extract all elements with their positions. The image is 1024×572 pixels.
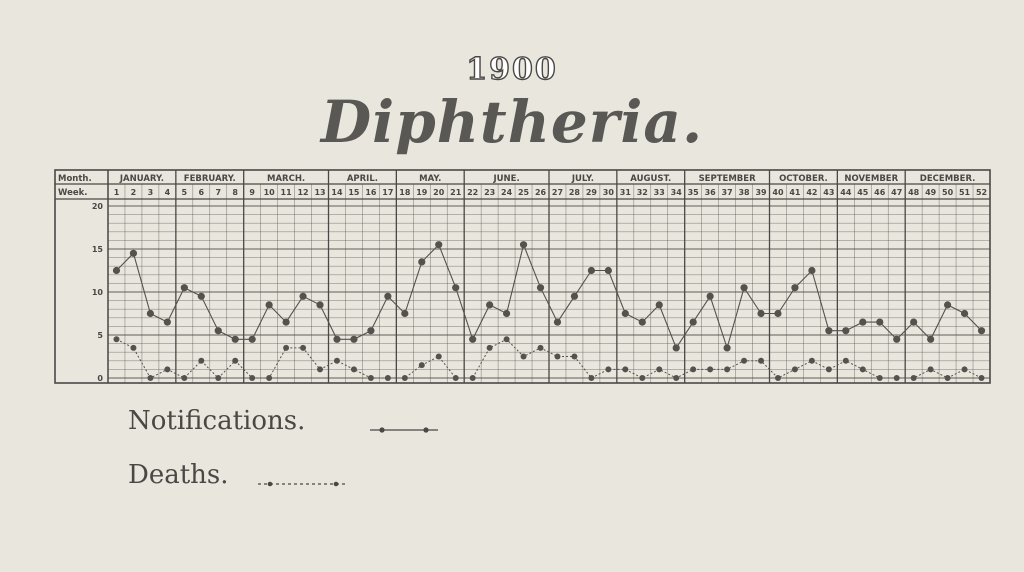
deaths-point — [775, 375, 781, 381]
notifications-point — [910, 319, 917, 326]
week-label: 47 — [891, 188, 903, 197]
notifications-point — [435, 241, 442, 248]
deaths-point — [554, 354, 560, 360]
month-label: AUGUST. — [630, 174, 672, 184]
deaths-point — [860, 366, 866, 372]
deaths-point — [639, 375, 645, 381]
deaths-point — [419, 362, 425, 368]
week-label: 27 — [551, 188, 564, 197]
notifications-point — [333, 336, 340, 343]
deaths-point — [147, 375, 153, 381]
deaths-point — [181, 375, 187, 381]
notifications-point — [554, 319, 561, 326]
deaths-point — [232, 358, 238, 364]
week-label: 22 — [467, 188, 479, 197]
week-label: 48 — [908, 188, 920, 197]
notifications-point — [113, 267, 120, 274]
notifications-point — [401, 310, 408, 317]
notifications-point — [164, 319, 171, 326]
deaths-point — [368, 375, 374, 381]
notifications-point — [520, 241, 527, 248]
notifications-point — [893, 336, 900, 343]
deaths-point — [843, 358, 849, 364]
deaths-point — [809, 358, 815, 364]
notifications-point — [961, 310, 968, 317]
month-label: OCTOBER. — [779, 174, 828, 184]
notifications-point — [757, 310, 764, 317]
month-label: NOVEMBER — [844, 174, 899, 184]
deaths-point — [538, 345, 544, 351]
notifications-point — [927, 336, 934, 343]
deaths-point — [113, 336, 119, 342]
week-label: 4 — [164, 188, 171, 197]
week-label: 21 — [450, 188, 462, 197]
notifications-point — [639, 319, 646, 326]
month-label: JANUARY. — [119, 174, 164, 184]
week-label: 46 — [874, 188, 886, 197]
notifications-point — [486, 301, 493, 308]
notifications-point — [282, 319, 289, 326]
deaths-point — [351, 366, 357, 372]
deaths-point — [962, 366, 968, 372]
y-tick-label: 0 — [97, 374, 103, 383]
month-label: JULY. — [571, 174, 594, 184]
notifications-point — [384, 293, 391, 300]
chart-year: 1900 — [466, 52, 558, 87]
notifications-point — [690, 319, 697, 326]
week-label: 49 — [925, 188, 937, 197]
month-label: SEPTEMBER — [698, 174, 756, 184]
week-label: 19 — [416, 188, 428, 197]
deaths-point — [826, 366, 832, 372]
notifications-point — [537, 284, 544, 291]
deaths-point — [215, 375, 221, 381]
deaths-point — [470, 375, 476, 381]
month-label: APRIL. — [346, 174, 379, 184]
y-tick-label: 15 — [91, 245, 103, 254]
deaths-point — [605, 366, 611, 372]
notifications-point — [130, 250, 137, 257]
y-tick-label: 5 — [97, 331, 103, 340]
deaths-point — [945, 375, 951, 381]
notifications-point — [774, 310, 781, 317]
week-label: 11 — [280, 188, 292, 197]
week-label: 29 — [585, 188, 597, 197]
legend-notifications-label: Notifications. — [128, 406, 306, 436]
notifications-point — [605, 267, 612, 274]
deaths-point — [249, 375, 255, 381]
y-tick-label: 10 — [91, 288, 103, 297]
month-label: DECEMBER. — [919, 174, 976, 184]
deaths-point — [758, 358, 764, 364]
week-label: 6 — [198, 188, 205, 197]
notifications-point — [469, 336, 476, 343]
legend-notifications-marker — [423, 427, 428, 432]
deaths-point — [164, 366, 170, 372]
week-label: 41 — [789, 188, 801, 197]
week-label: 31 — [619, 188, 631, 197]
deaths-point — [300, 345, 306, 351]
week-label: 24 — [501, 188, 513, 197]
deaths-point — [521, 354, 527, 360]
week-label: 16 — [365, 188, 377, 197]
deaths-point — [130, 345, 136, 351]
notifications-point — [842, 327, 849, 334]
week-label: 50 — [942, 188, 954, 197]
week-label: 35 — [687, 188, 699, 197]
notifications-point — [723, 344, 730, 351]
week-label: 7 — [215, 188, 222, 197]
deaths-point — [198, 358, 204, 364]
notifications-point — [622, 310, 629, 317]
notifications-point — [316, 301, 323, 308]
notifications-point — [367, 327, 374, 334]
deaths-point — [690, 366, 696, 372]
week-label: 42 — [806, 188, 818, 197]
week-label: 25 — [517, 188, 530, 197]
notifications-point — [418, 258, 425, 265]
deaths-point — [283, 345, 289, 351]
week-row-label: Week. — [58, 188, 88, 198]
week-label: 8 — [232, 188, 239, 197]
deaths-point — [402, 375, 408, 381]
week-label: 13 — [314, 188, 326, 197]
deaths-point — [928, 366, 934, 372]
week-label: 52 — [975, 188, 988, 197]
notifications-point — [215, 327, 222, 334]
week-label: 45 — [857, 188, 869, 197]
legend-deaths-marker — [334, 482, 339, 487]
deaths-point — [487, 345, 493, 351]
week-label: 30 — [602, 188, 614, 197]
notifications-point — [571, 293, 578, 300]
week-label: 12 — [297, 188, 309, 197]
week-label: 39 — [755, 188, 767, 197]
week-label: 43 — [823, 188, 835, 197]
deaths-point — [792, 366, 798, 372]
month-label: MARCH. — [267, 174, 306, 184]
notifications-point — [350, 336, 357, 343]
legend-notifications-marker — [379, 427, 384, 432]
week-label: 37 — [721, 188, 733, 197]
month-row-label: Month. — [58, 174, 92, 184]
notifications-point — [673, 344, 680, 351]
week-label: 3 — [147, 188, 154, 197]
week-label: 32 — [636, 188, 648, 197]
notifications-point — [452, 284, 459, 291]
week-label: 15 — [348, 188, 360, 197]
y-tick-label: 20 — [91, 202, 103, 211]
month-label: FEBRUARY. — [183, 174, 236, 184]
chart-frame — [55, 170, 990, 383]
notifications-point — [266, 301, 273, 308]
week-label: 40 — [772, 188, 784, 197]
notifications-point — [825, 327, 832, 334]
deaths-point — [436, 354, 442, 360]
notifications-point — [656, 301, 663, 308]
notifications-point — [707, 293, 714, 300]
notifications-point — [740, 284, 747, 291]
deaths-point — [656, 366, 662, 372]
deaths-point — [453, 375, 459, 381]
notifications-point — [588, 267, 595, 274]
notifications-point — [978, 327, 985, 334]
week-label: 20 — [433, 188, 445, 197]
notifications-point — [808, 267, 815, 274]
week-label: 33 — [653, 188, 665, 197]
notifications-point — [876, 319, 883, 326]
week-label: 2 — [130, 188, 137, 197]
week-label: 44 — [840, 188, 852, 197]
deaths-point — [911, 375, 917, 381]
week-label: 26 — [534, 188, 547, 197]
deaths-point — [673, 375, 679, 381]
deaths-point — [266, 375, 272, 381]
month-label: JUNE. — [493, 174, 520, 184]
month-label: MAY. — [419, 174, 442, 184]
notifications-point — [944, 301, 951, 308]
week-label: 10 — [263, 188, 275, 197]
notifications-point — [181, 284, 188, 291]
legend-deaths-marker — [268, 482, 273, 487]
week-label: 1 — [113, 188, 120, 197]
deaths-point — [877, 375, 883, 381]
notifications-point — [791, 284, 798, 291]
deaths-point — [334, 358, 340, 364]
week-label: 36 — [704, 188, 716, 197]
notifications-point — [249, 336, 256, 343]
deaths-point — [894, 375, 900, 381]
deaths-point — [588, 375, 594, 381]
deaths-point — [707, 366, 713, 372]
week-label: 14 — [331, 188, 343, 197]
chart-title: Diphtheria. — [320, 88, 704, 156]
deaths-point — [622, 366, 628, 372]
deaths-point — [385, 375, 391, 381]
notifications-point — [503, 310, 510, 317]
week-label: 18 — [399, 188, 411, 197]
deaths-point — [741, 358, 747, 364]
week-label: 51 — [958, 188, 971, 197]
notifications-point — [147, 310, 154, 317]
legend-deaths-label: Deaths. — [128, 460, 229, 490]
week-label: 28 — [568, 188, 581, 197]
week-label: 23 — [484, 188, 496, 197]
deaths-point — [724, 366, 730, 372]
notifications-point — [859, 319, 866, 326]
deaths-point — [571, 354, 577, 360]
week-label: 17 — [382, 188, 394, 197]
notifications-point — [198, 293, 205, 300]
deaths-point — [504, 336, 510, 342]
week-label: 5 — [181, 188, 188, 197]
week-label: 9 — [249, 188, 255, 197]
notifications-point — [299, 293, 306, 300]
notifications-point — [232, 336, 239, 343]
week-label: 34 — [670, 188, 682, 197]
deaths-point — [979, 375, 985, 381]
deaths-point — [317, 366, 323, 372]
week-label: 38 — [738, 188, 750, 197]
